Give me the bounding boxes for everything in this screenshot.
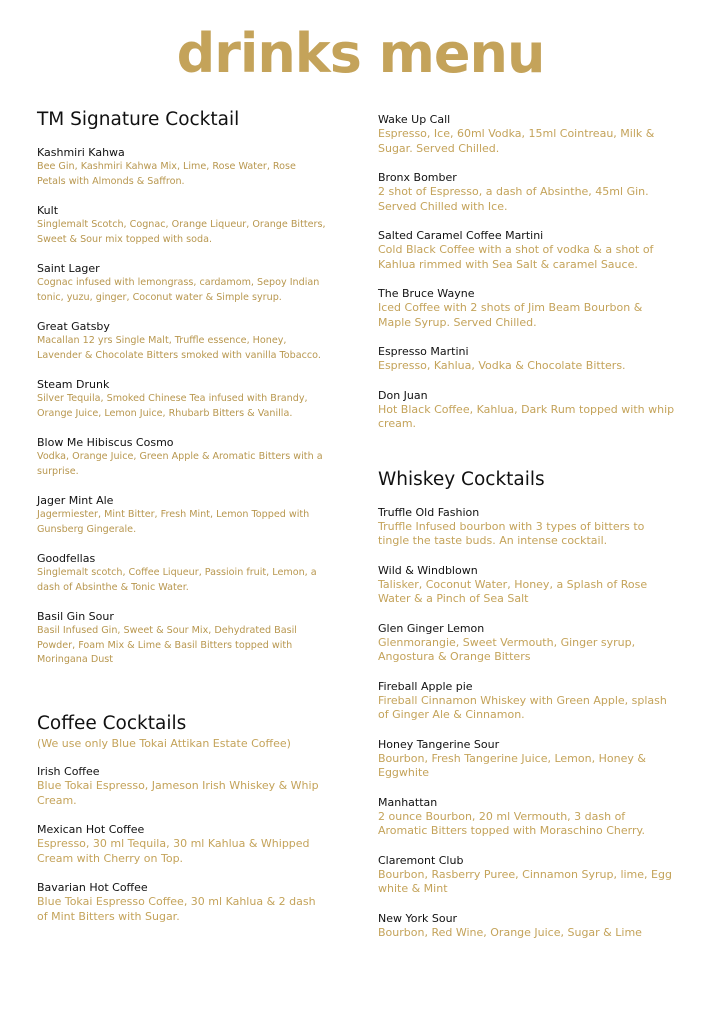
menu-item-description: 2 ounce Bourbon, 20 ml Vermouth, 3 dash of Aromatic Bitters topped with Moraschino Cherry. bbox=[378, 809, 645, 837]
menu-item-name: Steam Drunk bbox=[37, 378, 110, 391]
menu-item-name: Jager Mint Ale bbox=[37, 494, 114, 507]
menu-item bbox=[378, 228, 678, 272]
menu-item-name: The Bruce Wayne bbox=[378, 287, 475, 300]
menu-item-description: Espresso, 30 ml Tequila, 30 ml Kahlua & Whipped Cream with Cherry on Top. bbox=[37, 837, 310, 865]
menu-item bbox=[378, 286, 678, 330]
menu-item bbox=[37, 435, 327, 479]
menu-item-description: Espresso, Kahlua, Vodka & Chocolate Bitters. bbox=[378, 359, 626, 372]
menu-item-name: Manhattan bbox=[378, 795, 438, 809]
menu-item-description: Truffle Infused bourbon with 3 types of bitters to tingle the taste buds. An intense cocktail. bbox=[378, 519, 645, 547]
menu-item-name: Goodfellas bbox=[37, 552, 96, 565]
menu-item-name: Bronx Bomber bbox=[378, 171, 457, 184]
menu-item bbox=[378, 344, 678, 374]
signature-heading: TM Signature Cocktail bbox=[37, 109, 240, 130]
menu-item-name: Kult bbox=[37, 204, 59, 217]
menu-item-name: Saint Lager bbox=[37, 262, 100, 275]
coffee-note: (We use only Blue Tokai Attikan Estate Coffee) bbox=[37, 736, 291, 750]
menu-item-description: Cold Black Coffee with a shot of vodka & a shot of Kahlua rimmed with Sea Salt & caramel Sauce. bbox=[378, 243, 654, 271]
menu-item-description: Jagermiester, Mint Bitter, Fresh Mint, Lemon Topped with Gunsberg Gingerale. bbox=[37, 509, 310, 535]
menu-item bbox=[378, 621, 678, 665]
menu-item bbox=[378, 737, 678, 781]
signature-list bbox=[37, 145, 327, 668]
menu-item-name: Honey Tangerine Sour bbox=[378, 737, 500, 751]
menu-item-description: Cognac infused with lemongrass, cardamom, Sepoy Indian tonic, yuzu, ginger, Coconut water & Simple syrup. bbox=[37, 277, 320, 303]
menu-item-description: Singlemalt scotch, Coffee Liqueur, Passioin fruit, Lemon, a dash of Absinthe & Tonic Water. bbox=[37, 567, 317, 593]
menu-item-description: Hot Black Coffee, Kahlua, Dark Rum topped with whip cream. bbox=[378, 402, 675, 430]
menu-item-name: Salted Caramel Coffee Martini bbox=[378, 229, 544, 242]
menu-item-description: Bourbon, Fresh Tangerine Juice, Lemon, Honey & Eggwhite bbox=[378, 751, 646, 779]
menu-item-name: Mexican Hot Coffee bbox=[37, 823, 145, 836]
menu-item bbox=[378, 911, 678, 941]
menu-item-description: Bourbon, Rasberry Puree, Cinnamon Syrup, lime, Egg white & Mint bbox=[378, 867, 672, 895]
menu-item-description: Blue Tokai Espresso Coffee, 30 ml Kahlua & 2 dash of Mint Bitters with Sugar. bbox=[37, 895, 316, 923]
menu-item-name: Basil Gin Sour bbox=[37, 610, 114, 623]
menu-item-name: New York Sour bbox=[378, 911, 458, 925]
whiskey-section bbox=[378, 468, 678, 941]
menu-item-name: Irish Coffee bbox=[37, 765, 100, 778]
menu-item-name: Fireball Apple pie bbox=[378, 679, 473, 693]
menu-item-description: Fireball Cinnamon Whiskey with Green Apple, splash of Ginger Ale & Cinnamon. bbox=[378, 693, 667, 721]
menu-item-name: Don Juan bbox=[378, 388, 428, 402]
menu-item-description: Espresso, Ice, 60ml Vodka, 15ml Cointreau, Milk & Sugar. Served Chilled. bbox=[378, 127, 655, 155]
menu-item-name: Kashmiri Kahwa bbox=[37, 146, 125, 159]
menu-item-description: Bee Gin, Kashmiri Kahwa Mix, Lime, Rose Water, Rose Petals with Almonds & Saffron. bbox=[37, 161, 296, 187]
menu-item-name: Claremont Club bbox=[378, 853, 464, 867]
signature-section bbox=[37, 108, 327, 668]
menu-item bbox=[378, 112, 678, 156]
right-column bbox=[378, 112, 678, 954]
menu-item bbox=[37, 822, 327, 866]
menu-item bbox=[37, 493, 327, 537]
menu-item bbox=[37, 145, 327, 189]
menu-item bbox=[378, 505, 678, 549]
menu-item-description: Macallan 12 yrs Single Malt, Truffle essence, Honey, Lavender & Chocolate Bitters smoked with vanilla Tobacco. bbox=[37, 335, 321, 361]
menu-item-name: Wild & Windblown bbox=[378, 563, 478, 577]
menu-item-name: Great Gatsby bbox=[37, 320, 110, 333]
menu-item bbox=[378, 388, 678, 432]
menu-item-name: Wake Up Call bbox=[378, 113, 451, 126]
menu-item-description: Silver Tequila, Smoked Chinese Tea infused with Brandy, Orange Juice, Lemon Juice, Rhubarb Bitters & Vanilla. bbox=[37, 393, 308, 419]
menu-item-description: Vodka, Orange Juice, Green Apple & Aromatic Bitters with a surprise. bbox=[37, 451, 323, 477]
coffee-list bbox=[37, 764, 327, 924]
menu-title: drinks menu bbox=[176, 22, 545, 85]
menu-item-name: Glen Ginger Lemon bbox=[378, 621, 485, 635]
menu-item bbox=[37, 551, 327, 595]
menu-item-description: Glenmorangie, Sweet Vermouth, Ginger syrup, Angostura & Orange Bitters bbox=[378, 635, 636, 663]
menu-item-description: Bourbon, Red Wine, Orange Juice, Sugar & Lime bbox=[378, 925, 642, 939]
menu-item-name: Espresso Martini bbox=[378, 345, 469, 358]
menu-item bbox=[37, 261, 327, 305]
whiskey-heading: Whiskey Cocktails bbox=[378, 468, 545, 490]
menu-item bbox=[378, 795, 678, 839]
menu-item-description: Iced Coffee with 2 shots of Jim Beam Bourbon & Maple Syrup. Served Chilled. bbox=[378, 301, 643, 329]
menu-item bbox=[378, 170, 678, 214]
menu-item bbox=[37, 880, 327, 924]
left-column bbox=[37, 108, 327, 938]
menu-item bbox=[37, 609, 327, 668]
whiskey-list bbox=[378, 505, 678, 941]
menu-item bbox=[378, 679, 678, 723]
menu-item bbox=[37, 203, 327, 247]
menu-item bbox=[37, 377, 327, 421]
menu-item-description: Singlemalt Scotch, Cognac, Orange Liqueur, Orange Bitters, Sweet & Sour mix topped with soda. bbox=[37, 219, 326, 245]
menu-item bbox=[37, 764, 327, 808]
menu-item-name: Bavarian Hot Coffee bbox=[37, 881, 148, 894]
menu-item-description: Basil Infused Gin, Sweet & Sour Mix, Dehydrated Basil Powder, Foam Mix & Lime & Basil Bitters topped with Moringana Dust bbox=[37, 625, 297, 665]
menu-item-name: Truffle Old Fashion bbox=[378, 505, 480, 519]
coffee-section bbox=[37, 712, 327, 925]
menu-item-description: Talisker, Coconut Water, Honey, a Splash of Rose Water & a Pinch of Sea Salt bbox=[378, 577, 648, 605]
coffee-list-continued bbox=[378, 112, 678, 432]
menu-item bbox=[37, 319, 327, 363]
menu-item bbox=[378, 853, 678, 897]
coffee-heading: Coffee Cocktails bbox=[37, 712, 187, 734]
menu-item bbox=[378, 563, 678, 607]
menu-item-description: 2 shot of Espresso, a dash of Absinthe, 45ml Gin. Served Chilled with Ice. bbox=[378, 185, 649, 213]
menu-item-name: Blow Me Hibiscus Cosmo bbox=[37, 436, 174, 449]
menu-item-description: Blue Tokai Espresso, Jameson Irish Whiskey & Whip Cream. bbox=[37, 779, 319, 807]
